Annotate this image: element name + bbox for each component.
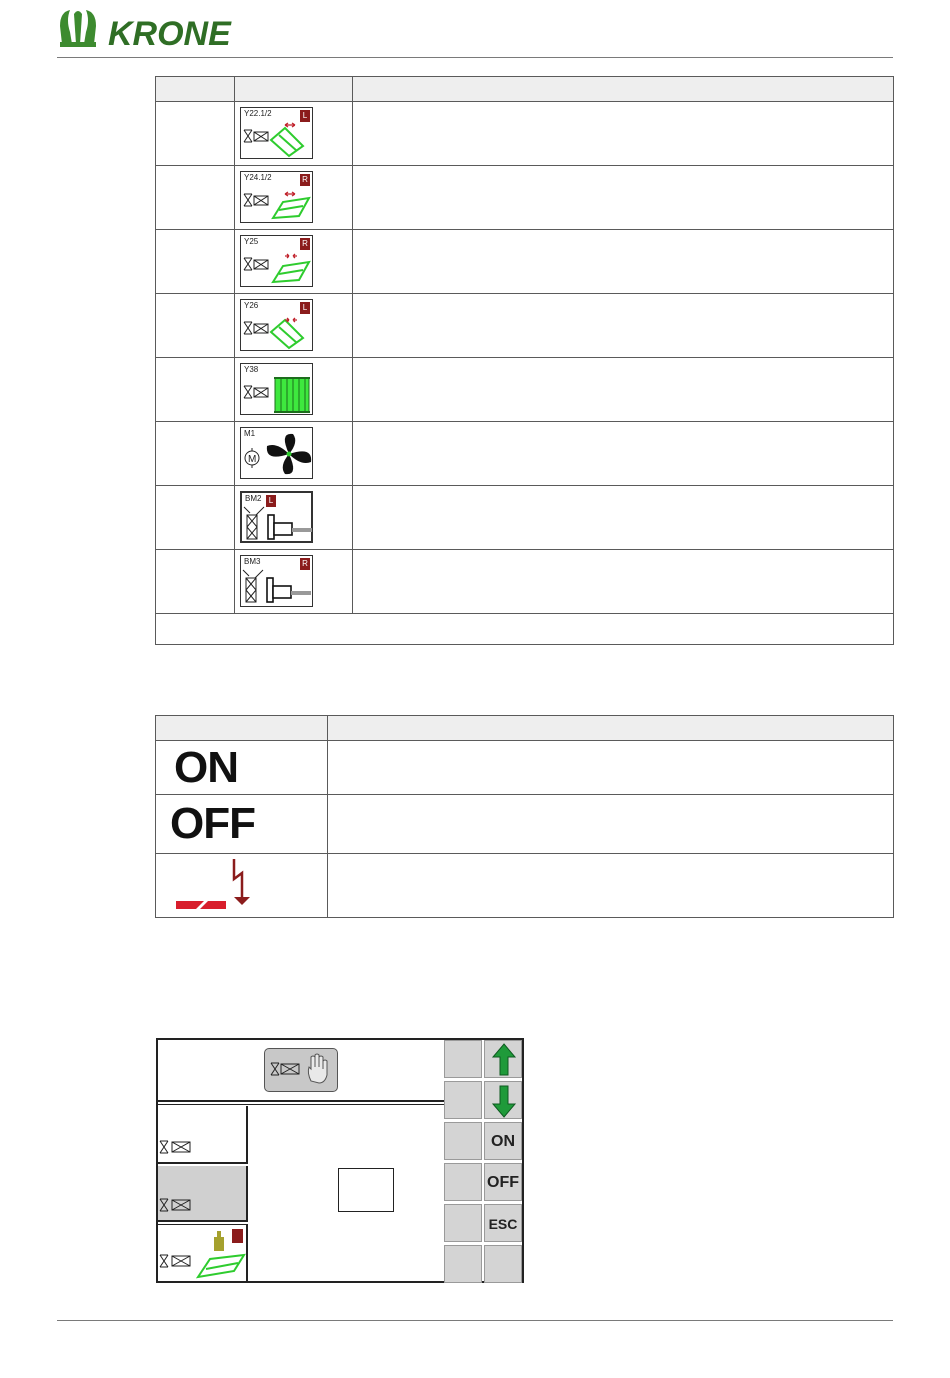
softkey-blank[interactable]	[444, 1163, 482, 1201]
fold-left-cylinder-icon: Y26 L	[240, 299, 313, 351]
softkey-blank[interactable]	[444, 1081, 482, 1119]
sensor-left-icon: BM2 L	[240, 491, 313, 543]
screen-header	[158, 1040, 444, 1102]
esc-button[interactable]: ESC	[484, 1204, 522, 1242]
table-row	[156, 854, 894, 918]
table-row	[156, 422, 894, 486]
symbol-table	[155, 76, 894, 645]
valve-tab-3[interactable]	[158, 1224, 248, 1281]
valve-icon	[158, 1196, 198, 1216]
table-row	[156, 358, 894, 422]
footer-divider	[57, 1320, 893, 1321]
scroll-up-button[interactable]	[484, 1040, 522, 1078]
arrow-down-icon	[485, 1082, 523, 1120]
on-button[interactable]: ON	[484, 1122, 522, 1160]
softkey-blank[interactable]	[444, 1040, 482, 1078]
table-row	[156, 102, 894, 166]
table-row	[156, 294, 894, 358]
header-divider	[57, 57, 893, 58]
table-row	[156, 550, 894, 614]
manual-valve-icon	[265, 1049, 337, 1091]
tilt-right-cylinder-icon: Y24.1/2 R	[240, 171, 313, 223]
valve-tab-2[interactable]	[158, 1166, 248, 1222]
krone-logo	[56, 6, 286, 50]
fold-right-cylinder-icon: Y25 R	[240, 235, 313, 287]
header-divider-line	[158, 1104, 444, 1105]
off-button[interactable]: OFF	[484, 1163, 522, 1201]
tilt-left-cylinder-icon: Y22.1/2 L	[240, 107, 313, 159]
table-row	[156, 486, 894, 550]
softkey-blank[interactable]	[444, 1122, 482, 1160]
table-row	[156, 230, 894, 294]
sensor-right-icon: BM3 R	[240, 555, 313, 607]
off-icon: OFF	[170, 799, 255, 848]
svg-text:M: M	[248, 454, 257, 465]
header-divider-line	[158, 1100, 444, 1102]
brand-text: KRONE	[108, 15, 231, 50]
fault-lightning-icon	[174, 857, 264, 913]
terminal-screen	[156, 1038, 524, 1283]
softkey-blank[interactable]	[444, 1204, 482, 1242]
status-symbol-table	[155, 715, 894, 918]
table-row	[156, 166, 894, 230]
table-footer-row	[156, 614, 894, 645]
tilt-valve-icon	[158, 1225, 248, 1282]
table-header-row	[156, 77, 894, 102]
valve-tab-1[interactable]	[158, 1106, 248, 1164]
table-row	[156, 795, 894, 854]
value-field[interactable]	[338, 1168, 394, 1212]
fan-motor-icon: M1 M	[240, 427, 313, 479]
scroll-down-button[interactable]	[484, 1081, 522, 1119]
table-row	[156, 741, 894, 795]
table-header-row	[156, 716, 894, 741]
softkey-blank[interactable]	[444, 1245, 482, 1283]
on-icon: ON	[174, 743, 238, 792]
valve-icon	[158, 1138, 198, 1158]
arrow-up-icon	[485, 1041, 523, 1079]
softkey-blank[interactable]	[484, 1245, 522, 1283]
manual-valve-button[interactable]	[264, 1048, 338, 1092]
conveyor-valve-icon: Y38	[240, 363, 313, 415]
